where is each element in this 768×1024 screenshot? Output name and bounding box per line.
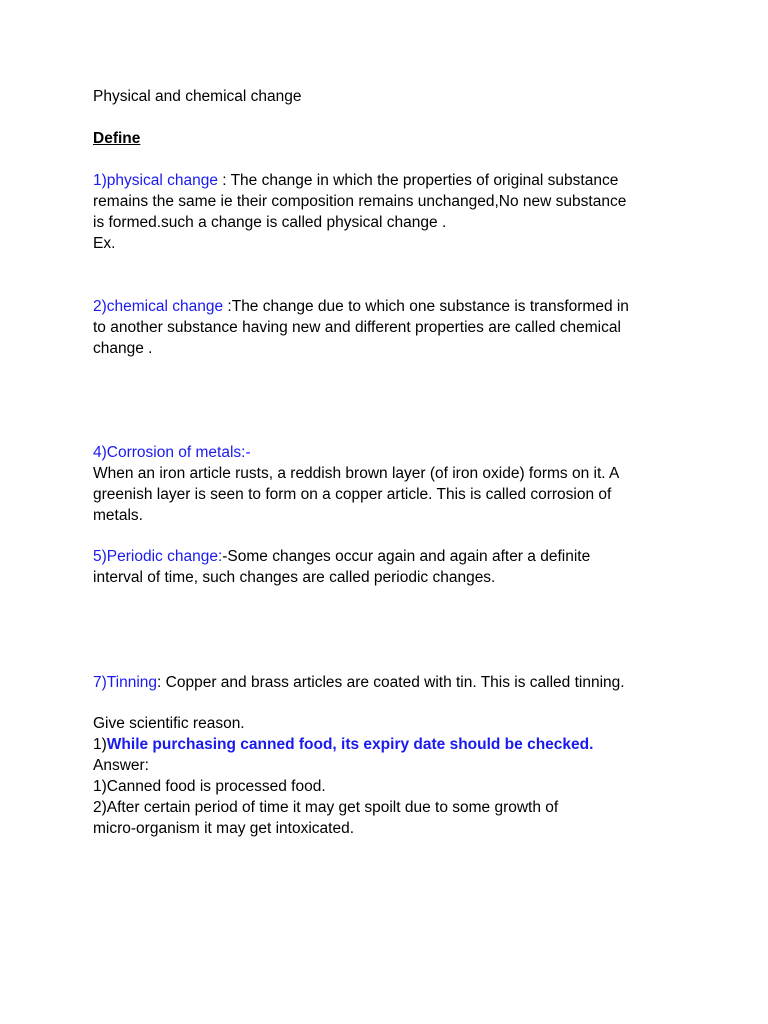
chemical-change-text-3: change . — [93, 340, 153, 357]
document-title: Physical and chemical change — [93, 88, 302, 105]
chemical-change-text-1: :The change due to which one substance is transformed in — [223, 298, 629, 315]
answer-2-line-2: micro-organism it may get intoxicated. — [93, 820, 355, 837]
corrosion-text-2: greenish layer is seen to form on a copper article. This is called corrosion of — [93, 486, 612, 503]
chemical-change-line-1 — [93, 296, 629, 317]
reason-heading: Give scientific reason. — [93, 715, 245, 732]
chemical-change-label: 2)chemical change — [93, 298, 224, 315]
reason-question-number: 1) — [93, 736, 107, 753]
tinning-text: : Copper and brass articles are coated with tin. This is called tinning. — [157, 674, 625, 691]
physical-change-text-3: is formed.such a change is called physical change . — [93, 214, 447, 231]
tinning-label: 7)Tinning — [93, 674, 158, 691]
periodic-change-text-1: -Some changes occur again and again after a definite — [222, 548, 591, 565]
periodic-change-label: 5)Periodic change: — [93, 548, 223, 565]
physical-change-line-1 — [93, 170, 618, 191]
reason-question: While purchasing canned food, its expiry date should be checked. — [106, 736, 594, 753]
chemical-change-text-2: to another substance having new and different properties are called chemical — [93, 319, 621, 336]
physical-change-text-1: : The change in which the properties of original substance — [217, 172, 619, 189]
physical-change-text-2: remains the same ie their composition remains unchanged,No new substance — [93, 193, 627, 210]
corrosion-text-1: When an iron article rusts, a reddish brown layer (of iron oxide) forms on it. A — [93, 465, 620, 482]
corrosion-label: 4)Corrosion of metals:- — [93, 444, 251, 461]
answer-1: 1)Canned food is processed food. — [93, 778, 326, 795]
define-heading: Define — [93, 130, 141, 147]
reason-question-line — [93, 734, 593, 755]
physical-change-label: 1)physical change — [93, 172, 218, 189]
periodic-change-line-1 — [93, 546, 590, 567]
periodic-change-text-2: interval of time, such changes are called periodic changes. — [93, 569, 496, 586]
physical-change-example: Ex. — [93, 235, 116, 252]
tinning-line — [93, 672, 625, 693]
answer-2-line-1: 2)After certain period of time it may get spoilt due to some growth of — [93, 799, 559, 816]
corrosion-text-3: metals. — [93, 507, 143, 524]
answer-label: Answer: — [93, 757, 149, 774]
